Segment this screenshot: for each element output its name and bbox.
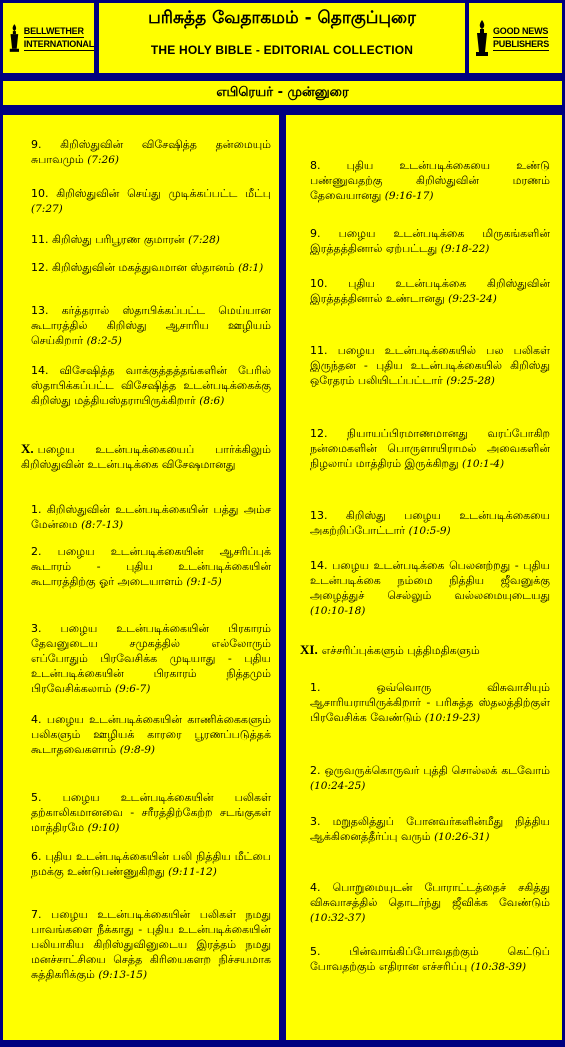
list-item: 1. ஒவ்வொரு விசுவாசியும் ஆசாரியராயிருக்கிறார் - பரிசுத்த ஸ்தலத்திற்குள் பிரவேசிக்க வேண்டும் (10:19-23) [310,681,551,724]
bellwether-logo [3,3,94,73]
list-item: 3. மறுதலித்துப் போனவர்களின்மீது நித்திய ஆக்கினைத்தீர்ப்பு வரும் (10:26-31) [310,815,550,843]
list-item: 7. பழைய உடன்படிக்கையின் பலிகள் நமது பாவங்களை நீக்காது - புதிய உடன்படிக்கையின் பலியாகிய கிறிஸ்துவினுடைய இரத்தம் நமது மனச்சாட்சியை செத்த கிரியைகளற நிச்சயமாக சுத்திகரிக்கும் (9:13-15) [31,908,271,981]
section-heading-x: X. பழைய உடன்படிக்கையைப் பார்க்கிலும் கிறிஸ்துவின் உடன்படிக்கை விசேஷமானது [21,441,271,471]
lamp-icon [475,18,489,58]
list-item: 2. பழைய உடன்படிக்கையின் ஆசரிப்புக் கூடாரம் - புதிய உடன்படிக்கையின் கூடாரத்திற்கு ஓர் அடையாளம் (9:1-5) [31,545,271,588]
list-item: 4. பழைய உடன்படிக்கையின் காணிக்கைகளும் பலிகளும் ஊழியக் காரரை பூரணப்படுத்தக் கூடாதவைகளாம் (9:8-9) [31,713,272,756]
page-subtitle: THE HOLY BIBLE - EDITORIAL COLLECTION [150,43,414,57]
list-item: 8. புதிய உடன்படிக்கையை உண்டு பண்ணுவதற்கு கிறிஸ்துவின் மரணம் தேவையானது (9:16-17) [310,159,550,202]
list-item: 10. கிறிஸ்துவின் செய்து முடிக்கப்பட்ட மீட்பு (7:27) [31,187,271,215]
list-item: 10. புதிய உடன்படிக்கை கிறிஸ்துவின் இரத்தத்தினால் உண்டானது (9:23-24) [310,277,551,305]
section-heading-xi: XI. எச்சரிப்புக்களும் புத்திமதிகளும் [300,642,480,657]
section-title: எபிரெயர் - முன்னுரை [3,81,562,105]
logo-line-1: BELLWETHER [23,26,84,36]
list-item: 3. பழைய உடன்படிக்கையின் பிரகாரம் தேவனுடைய சமுகத்தில் எல்லோரும் எப்போதும் பிரவேசிக்க முடியாது - புதிய உடன்படிக்கையின் பிரகாரம் நித்தமும் பிரவேசிக்கலாம் (9:6-7) [31,622,271,695]
page-title: பரிசுத்த வேதாகமம் - தொகுப்புரை [148,8,416,28]
logo-line-1: GOOD NEWS [493,26,549,36]
list-item: 13. கிறிஸ்து பழைய உடன்படிக்கையை அகற்றிப்போட்டார் (10:5-9) [310,509,550,537]
list-item: 11. பழைய உடன்படிக்கையில் பல பலிகள் இருந்தன - புதிய உடன்படிக்கையில் கிறிஸ்து ஒரேதரம் பலியிடப்பட்டார் (9:25-28) [310,344,551,387]
list-item: 11. கிறிஸ்து பரிபூரண குமாரன் (7:28) [31,233,220,246]
list-item: 4. பொறுமையுடன் போராட்டத்தைச் சகித்து விசுவாசத்தில் தொடர்ந்து ஜீவிக்க வேண்டும் (10:32-37) [310,881,550,924]
lamp-icon [9,18,20,58]
right-column [286,115,562,1040]
list-item: 6. புதிய உடன்படிக்கையின் பலி நித்திய மீட்பை நமக்கு உண்டுபண்ணுகிறது (9:11-12) [31,850,271,878]
good-news-logo [469,3,562,73]
list-item: 9. கிறிஸ்துவின் விசேஷித்த தன்மையும் சுபாவமும் (7:26) [31,138,272,166]
section-bar [0,78,565,112]
list-item: 2. ஒருவருக்கொருவர் புத்தி சொல்லக் கடவோம் (10:24-25) [310,764,550,792]
list-item: 5. பின்வாங்கிப்போவதற்கும் கெட்டுப் போவதற்கும் எதிரான எச்சரிப்பு (10:38-39) [310,945,550,973]
header-bar [0,0,565,78]
list-item: 14. விசேஷித்த வாக்குத்தத்தங்களின் பேரில் ஸ்தாபிக்கப்பட்ட விசேஷித்த உடன்படிக்கைக்கு கிறிஸ்து மத்தியஸ்தராயிருக்கிறார் (8:6) [31,364,271,407]
list-item: 9. பழைய உடன்படிக்கை மிருகங்களின் இரத்தத்தினால் ஏற்பட்டது (9:18-22) [310,227,550,255]
list-item: 12. நியாயப்பிரமாணமானது வரப்போகிற நன்மைகளின் பொருளாயிராமல் அவைகளின் நிழலாய் மாத்திரம் இருக்கிறது (10:1-4) [310,427,550,470]
left-column [3,115,279,1040]
logo-line-2: INTERNATIONAL [23,39,94,49]
list-item: 1. கிறிஸ்துவின் உடன்படிக்கையின் பத்து அம்ச மேன்மை (8:7-13) [31,503,272,531]
list-item: 12. கிறிஸ்துவின் மகத்துவமான ஸ்தானம் (8:1) [31,261,264,274]
list-item: 13. கர்த்தரால் ஸ்தாபிக்கப்பட்ட மெய்யான கூடாரத்தில் கிறிஸ்து ஆசாரிய ஊழியம் செய்கிறார் (8:2-5) [31,304,271,347]
title-box [99,3,465,73]
list-item: 14. பழைய உடன்படிக்கை பெலனற்றது - புதிய உடன்படிக்கை நம்மை நித்திய ஜீவனுக்கு அழைத்துச் செல்லும் வல்லமையுடையது (10:10-18) [310,559,550,617]
logo-line-2: PUBLISHERS [493,39,550,49]
list-item: 5. பழைய உடன்படிக்கையின் பலிகள் தற்காலிகமானவை - சரீரத்திற்கேற்ற சடங்குகள் மாத்திரமே (9:10) [31,791,271,834]
